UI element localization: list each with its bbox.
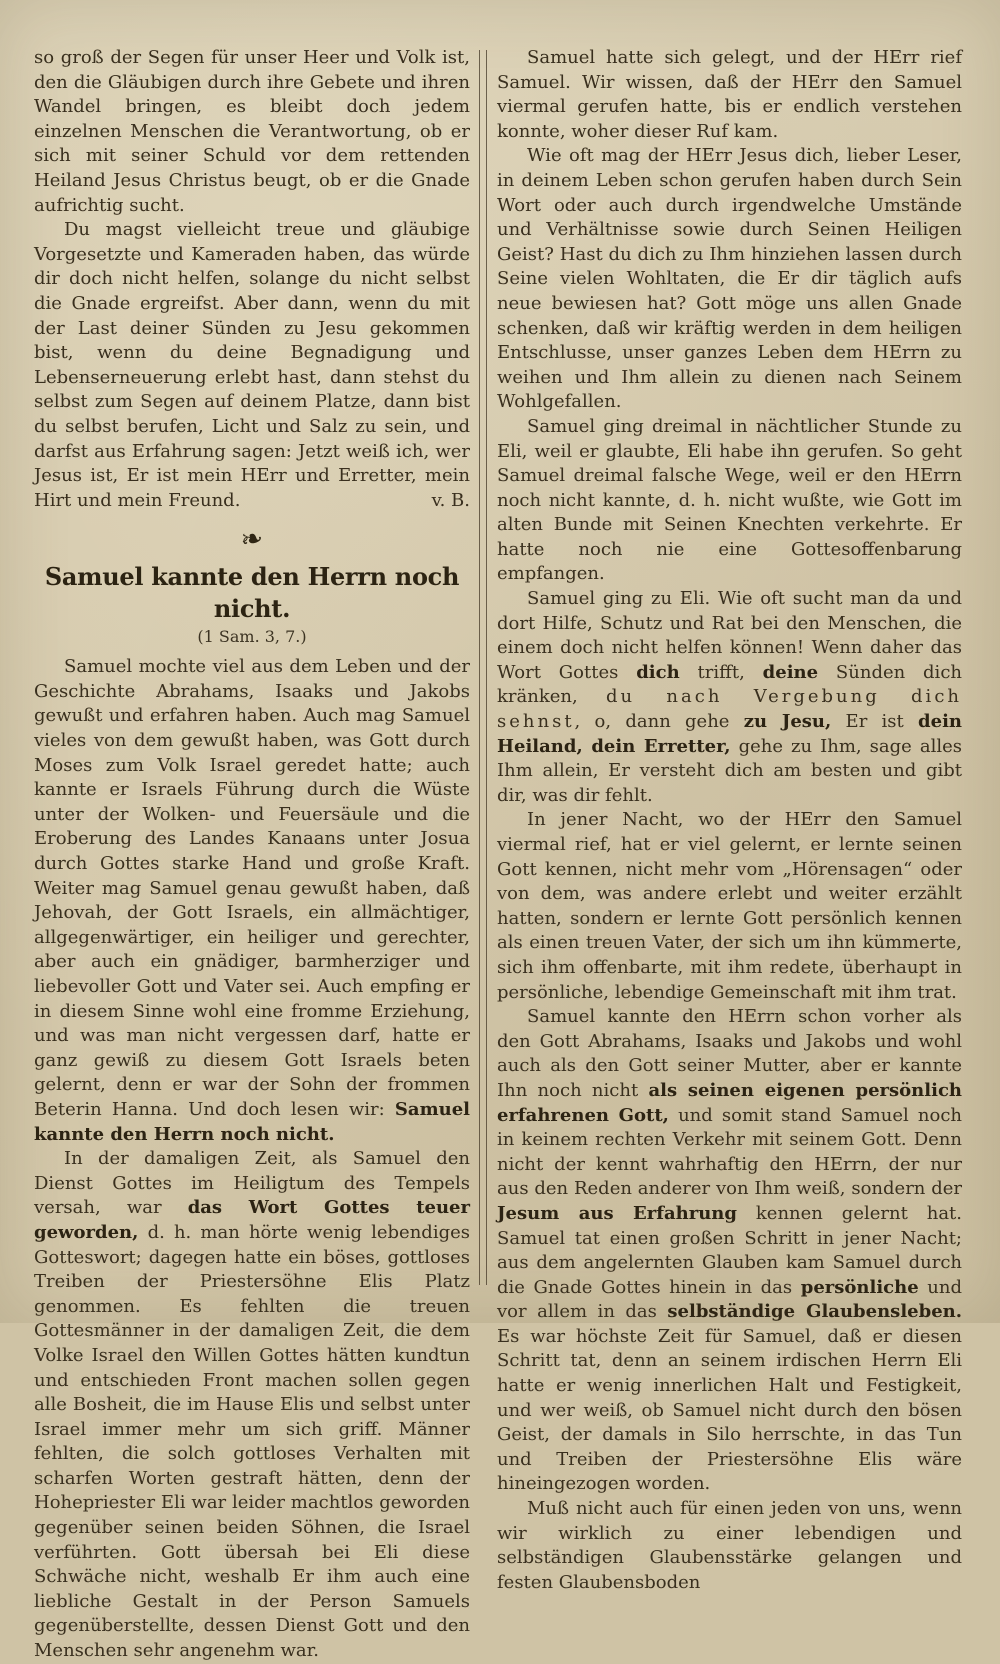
emphasized-text: selbständige Glaubensleben.: [667, 1301, 962, 1323]
author-initials: v. B.: [431, 489, 470, 511]
body-text: d. h. man hörte wenig lebendiges Gotteswort; dagegen hatte ein böses, gottloses Treiben der Priestersöhne Elis Platz genommen. Es fehlten die treuen Gottesmänner in der damaligen Zeit, die dem Volke Israel den Willen Gottes hätten kundtun und entschieden Front machen sollen gegen alle Bosheit, die im Hause Elis und selbst unter Israel immer mehr um sich griff. Männer fehlten, die solch gottloses Verhalten mit scharfen Worten gestraft hätten, denn der Hohepriester Eli war leider machtlos geworden gegenüber seinen beiden Söhnen, die Israel verführten. Gott übersah bei Eli diese Schwäche nicht, weshalb Er ihm auch eine liebliche Gestalt in der Person Samuels gegenüberstellte, dessen Dienst Gott und den Menschen sehr angenehm war.: [34, 1221, 470, 1662]
body-text: Wie oft mag der HErr Jesus dich, lieber Leser, in deinem Leben schon gerufen haben durch Sein Wort oder auch durch irgendwelche Umstände und Verhältnisse sowie durch Seinen Heiligen Geist? Hast du dich zu Ihm hinziehen lassen durch Seine vielen Wohltaten, die Er dir täglich aufs neue bewiesen hat? Gott möge uns allen Gnade schenken, daß wir kräftig werden in dem heiligen Entschlusse, unser ganzes Leben dem HErrn zu weihen und Ihm allein zu dienen nach Seinem Wohlgefallen.: [497, 145, 962, 413]
article-title: Samuel kannte den Herrn noch nicht.: [44, 562, 460, 624]
right-column: [497, 46, 963, 1593]
letterspaced-text: du nach Vergebung dich sehnst: [497, 686, 962, 733]
body-text: Es war höchste Zeit für Samuel, daß er diesen Schritt tat, denn an seinem irdischen Herrn Eli hatte er wenig innerlichen Halt und Festigkeit, und wer weiß, ob Samuel nicht durch den bösen Geist, der damals in Silo herrschte, in das Tun und Treiben der Priestersöhne Elis wäre hineingezogen worden.: [497, 1325, 962, 1495]
body-text: Muß nicht auch für einen jeden von uns, wenn wir wirklich zu einer lebendigen und selbständigen Glaubensstärke gelangen und festen Glaubensboden: [497, 1498, 962, 1593]
paragraph: [497, 808, 962, 1005]
body-text: trifft,: [679, 661, 763, 683]
paragraph: [34, 46, 470, 218]
body-text: Sünden dich kränken,: [497, 661, 962, 708]
paragraph: [497, 415, 962, 587]
emphasized-text: Samuel kannte den Herrn noch nicht.: [34, 1098, 470, 1145]
scripture-reference: (1 Sam. 3, 7.): [197, 627, 307, 647]
body-text: so groß der Segen für unser Heer und Volk ist, den die Gläubigen durch ihre Gebete und ihren Wandel bringen, es bleibt doch jedem einzelnen Menschen die Verantwortung, ob er sich mit seiner Schuld vor dem rettenden Heiland Jesus Christus beugt, ob er die Gnade aufrichtig sucht.: [34, 47, 470, 216]
paragraph: [497, 144, 962, 415]
paragraph: [497, 1497, 962, 1595]
emphasized-text: persönliche: [800, 1276, 919, 1298]
emphasized-text: dein Heiland, dein Erretter,: [497, 711, 963, 757]
emphasized-text: zu Jesu,: [743, 711, 832, 733]
body-text: In der damaligen Zeit, als Samuel den Dienst Gottes im Heiligtum des Tempels versah, war: [34, 1148, 470, 1219]
paragraph: [497, 1005, 962, 1497]
body-text: In jener Nacht, wo der HErr den Samuel viermal rief, hat er viel gelernt, er lernte seinen Gott kennen, nicht mehr vom „Hörensagen“ oder von dem, was andere erlebt und weiter erzählt hatten, sondern er lernte Gott persönlich kennen als einen treuen Vater, der sich um ihn kümmerte, sich ihm offenbarte, mit ihm redete, überhaupt in persönliche, lebendige Gemeinschaft mit ihm trat.: [497, 809, 962, 1003]
body-text: Samuel kannte den HErrn schon vorher als den Gott Abrahams, Isaaks und Jakobs und wohl auch als den Gott seiner Mutter, aber er kannte Ihn noch nicht: [497, 1006, 962, 1101]
emphasized-text: Jesum aus Erfahrung: [497, 1202, 737, 1224]
body-text: , o, dann gehe: [574, 711, 744, 733]
paragraph: [34, 218, 470, 513]
paragraph: [497, 46, 962, 144]
emphasized-text: dich: [636, 661, 680, 683]
left-column: [34, 46, 470, 1662]
paragraph: [34, 655, 470, 1147]
body-text: Samuel mochte viel aus dem Leben und der Geschichte Abrahams, Isaaks und Jakobs gewußt und erfahren haben. Auch mag Samuel vieles von dem gewußt haben, was Gott durch Moses zum Volk Israel geredet hatte; auch kannte er Israels Führung durch die Wüste unter der Wolken- und Feuersäule und die Eroberung des Landes Kanaans unter Josua durch Gottes starke Hand und große Kraft. Weiter mag Samuel genau gewußt haben, daß Jehovah, der Gott Israels, ein allmächtiger, allgegenwärtiger, ein heiliger und gerechter, aber auch ein gnädiger, barmherziger und liebevoller Gott und Vater sei. Auch empfing er in diesem Sinne wohl eine fromme Erziehung, und was man nicht vergessen darf, hatte er ganz gewiß zu diesem Gott Israels beten gelernt, denn er war der Sohn der frommen Beterin Hanna. Und doch lesen wir:: [34, 656, 470, 1120]
emphasized-text: als seinen eigenen persönlich erfahrenen Gott,: [497, 1079, 962, 1126]
body-text: und somit stand Samuel noch in keinem rechten Verkehr mit seinem Gott. Denn nicht der kennt wahrhaftig den HErrn, der nur aus den Reden anderer von Ihm weiß, sondern der: [497, 1104, 963, 1200]
body-text: Du magst vielleicht treue und gläubige Vorgesetzte und Kameraden haben, das würde dir doch nicht helfen, solange du nicht selbst die Gnade ergreifst. Aber dann, wenn du mit der Last deiner Sünden zu Jesu gekommen bist, wenn du deine Begnadigung und Lebenserneuerung erlebt hast, dann stehst du selbst zum Segen auf deinem Platze, dann bist du selbst berufen, Licht und Salz zu sein, und darfst aus Erfahrung sagen: Jetzt weiß ich, wer Jesus ist, Er ist mein HErr und Erretter, mein Hirt und mein Freund.: [34, 219, 470, 511]
body-text: Er ist: [831, 711, 919, 733]
emphasized-text: das Wort Gottes teuer geworden,: [34, 1197, 470, 1243]
body-text: gehe zu Ihm, sage alles Ihm allein, Er versteht dich am besten und gibt dir, was dir fehlt.: [497, 735, 962, 806]
paragraph: [497, 587, 962, 808]
fleuron-ornament-icon: ❧: [238, 522, 266, 557]
emphasized-text: deine: [762, 661, 819, 683]
column-divider-double-rule: [479, 50, 487, 1285]
body-text: Samuel hatte sich gelegt, und der HErr rief Samuel. Wir wissen, daß der HErr den Samuel viermal gerufen hatte, bis er endlich verstehen konnte, woher dieser Ruf kam.: [497, 47, 962, 142]
body-text: Samuel ging zu Eli. Wie oft sucht man da und dort Hilfe, Schutz und Rat bei den Menschen, die einem doch nicht helfen können! Wenn daher das Wort Gottes: [497, 588, 962, 683]
text-block: [34, 46, 963, 1662]
paragraph: [34, 1147, 470, 1663]
body-text: Samuel ging dreimal in nächtlicher Stunde zu Eli, weil er glaubte, Eli habe ihn gerufen. So geht Samuel dreimal falsche Wege, weil er den HErrn noch nicht kannte, d. h. nicht wußte, wie Gott im alten Bunde mit Seinen Knechten verkehrte. Er hatte noch nie eine Gottesoffenbarung empfangen.: [497, 415, 962, 585]
body-text: kennen gelernt hat. Samuel tat einen großen Schritt in jener Nacht; aus dem angelernten Glauben kam Samuel durch die Gnade Gottes hinein in das: [497, 1202, 963, 1298]
body-text: und vor allem in das: [497, 1276, 962, 1323]
